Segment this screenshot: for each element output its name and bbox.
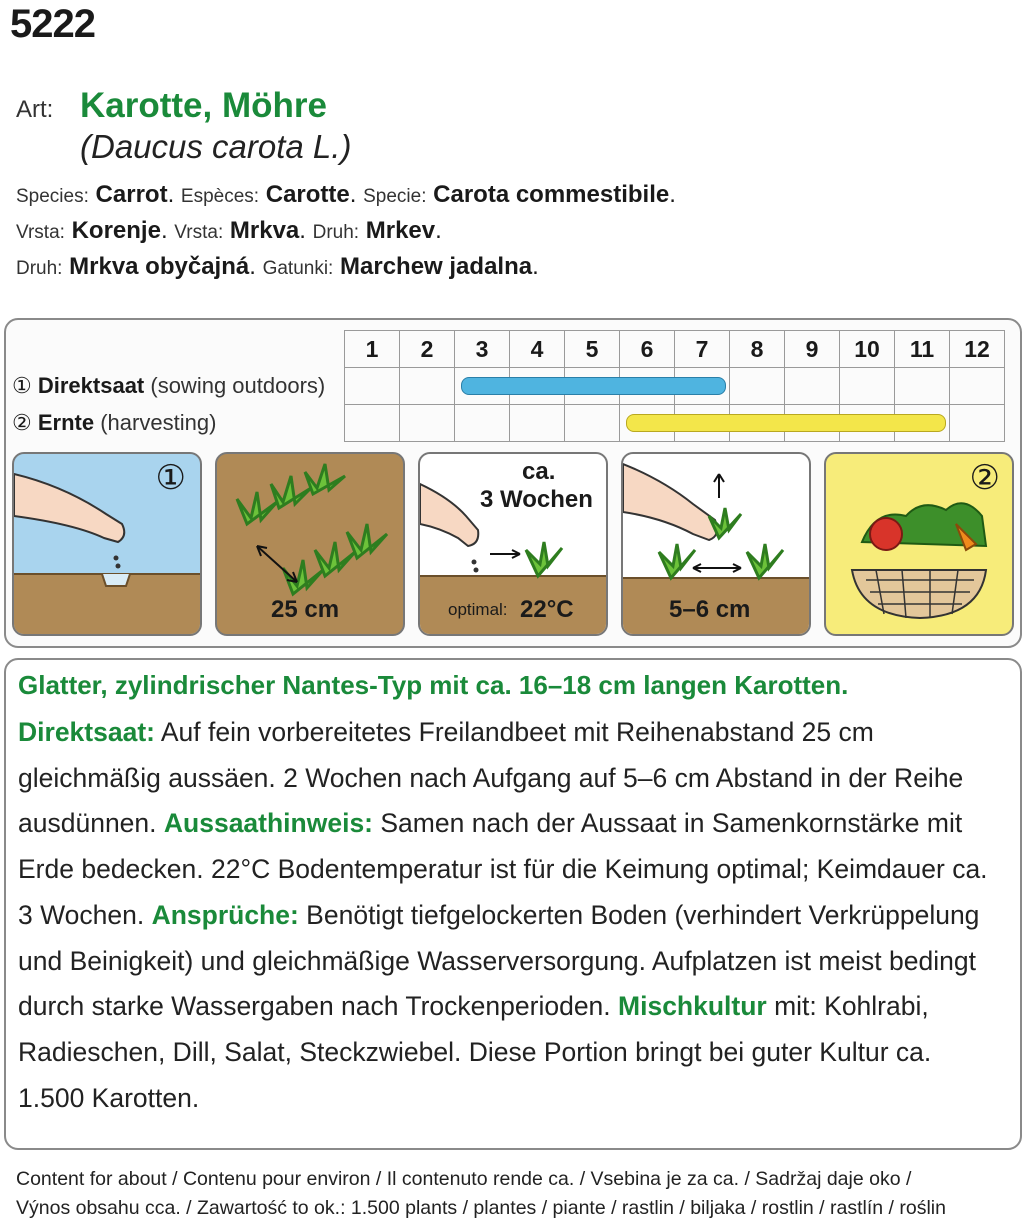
thinning-spacing-label: 5–6 cm [669, 596, 751, 623]
species-line-1: Species: Carrot. Espèces: Carotte. Specie: Carota commestibile. [16, 181, 676, 208]
latin-name: (Daucus carota L.) [80, 128, 352, 165]
harvest-name: Ernte [37, 410, 95, 435]
species-value: Mrkva obyčajná [69, 253, 250, 280]
sowing-period-bar [461, 377, 726, 395]
harvest-period-bar [626, 414, 946, 432]
keyword-sowing-note: Aussaathinweis: [163, 808, 374, 839]
panel-thinning [621, 452, 811, 636]
optimal-temperature: 22°C [520, 596, 574, 623]
sowing-row-label [12, 368, 345, 405]
month-cell: 10 [840, 331, 895, 368]
month-cell: 8 [730, 331, 785, 368]
species-label: Vrsta: [16, 222, 65, 243]
product-code: 5222 [10, 2, 95, 46]
species-line-2: Vrsta: Korenje. Vrsta: Mrkva. Druh: Mrkev. [16, 217, 442, 244]
keyword-direct-sowing: Direktsaat: [18, 717, 155, 747]
row-spacing-label: 25 cm [271, 596, 340, 623]
panel-harvest [824, 452, 1014, 636]
sowing-name: Direktsaat [37, 373, 145, 398]
germination-ca-label: ca. [522, 458, 556, 485]
month-cell: 3 [455, 331, 510, 368]
species-value: Carota commestibile [433, 181, 670, 208]
panel-germination [418, 452, 608, 636]
species-line-3: Druh: Mrkva obyčajná. Gatunki: Marchew jadalna. [16, 253, 539, 280]
month-cell: 4 [510, 331, 565, 368]
month-header-row [12, 331, 1005, 368]
species-label: Druh: [312, 222, 360, 243]
cultivation-instructions [18, 710, 998, 1121]
species-value: Mrkev [365, 217, 436, 244]
harvest-marker: ② [12, 410, 32, 435]
keyword-companion-planting: Mischkultur [618, 991, 767, 1022]
month-cell: 7 [675, 331, 730, 368]
species-value: Korenje [71, 217, 161, 244]
sowing-marker: ① [12, 373, 32, 398]
optimal-label: optimal: [448, 600, 508, 619]
sowing-calendar [4, 318, 1022, 648]
species-label: Gatunki: [262, 258, 334, 279]
text-direct-sowing: Auf fein vorbereitetes Freilandbeet mit Reihenabstand 25 cm gleichmäßig aussäen. 2 Wochen nach Aufgang auf 5–6 cm Abstand in der Reihe ausdünnen. [18, 717, 964, 839]
month-cell: 6 [620, 331, 675, 368]
content-footer [16, 1165, 946, 1223]
harvest-translation: (harvesting) [100, 410, 217, 435]
variety-headline: Glatter, zylindrischer Nantes-Typ mit ca. 16–18 cm langen Karotten. [18, 670, 849, 700]
month-cell: 1 [345, 331, 400, 368]
text-companion-planting: mit: Kohlrabi, Radieschen, Dill, Salat, Steckzwiebel. Diese Portion bringt bei guter Kultur ca. 1.500 Karotten. [18, 991, 932, 1113]
species-label: Specie: [363, 186, 427, 207]
art-label: Art: [16, 96, 54, 123]
month-cell: 2 [400, 331, 455, 368]
footer-line-2: Výnos obsahu cca. / Zawartość to ok.: 1.500 plants / plantes / piante / rastlin / biljaka / rostlin / rastlín / roślin [16, 1197, 946, 1219]
month-cell: 11 [895, 331, 950, 368]
species-value: Mrkva [229, 217, 300, 244]
keyword-requirements: Ansprüche: [151, 899, 299, 930]
sowing-step-marker: ① [155, 459, 186, 497]
species-label: Druh: [16, 258, 63, 279]
species-label: Species: [16, 186, 89, 207]
month-cell: 12 [950, 331, 1005, 368]
species-label: Vrsta: [174, 222, 224, 243]
species-value: Carotte [265, 181, 350, 208]
species-label: Espèces: [180, 186, 260, 207]
footer-line-1: Content for about / Contenu pour environ / Il contenuto rende ca. / Vsebina je za ca. / Sadržaj daje oko / [16, 1168, 912, 1190]
description-box [4, 658, 1022, 1150]
germination-duration-label: 3 Wochen [480, 486, 593, 513]
common-name: Karotte, Möhre [80, 86, 327, 125]
text-sowing-note: Samen nach der Aussaat in Samenkornstärke mit Erde bedecken. 22°C Bodentemperatur ist für die Keimung optimal; Keimdauer ca. 3 Wochen. [18, 808, 988, 930]
month-cell: 9 [785, 331, 840, 368]
species-value: Marchew jadalna [340, 253, 533, 280]
species-value: Carrot [95, 181, 168, 208]
harvest-step-marker: ② [969, 459, 1000, 497]
panel-sowing [12, 452, 202, 636]
month-cell: 5 [565, 331, 620, 368]
text-requirements: Benötigt tiefgelockerten Boden (verhindert Verkrüppelung und Beinigkeit) und gleichmäßige Wasserversorgung. Aufplatzen ist meist bedingt durch starke Wassergaben nach Trockenperioden. [18, 899, 980, 1022]
harvest-row-label [12, 405, 345, 442]
panel-row-spacing [215, 452, 405, 636]
sowing-translation: (sowing outdoors) [150, 373, 326, 398]
